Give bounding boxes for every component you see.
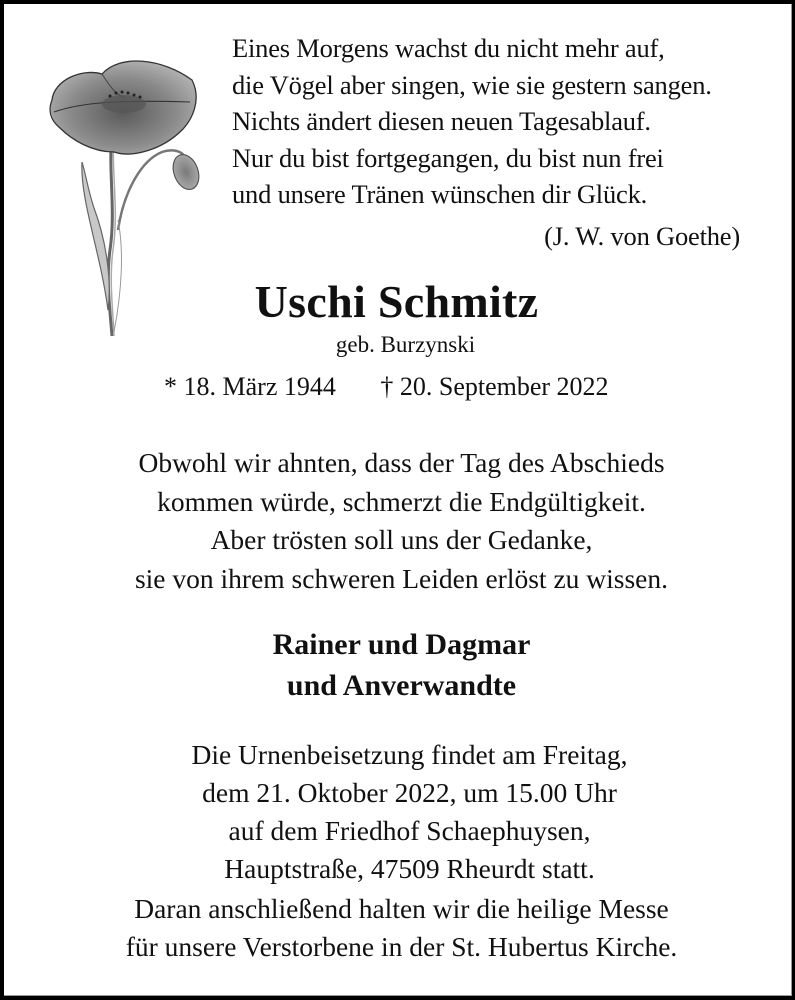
mourners — [4, 624, 795, 706]
death-date: † 20. September 2022 — [380, 372, 609, 401]
mourners-line: Rainer und Dagmar — [272, 628, 531, 661]
mass-line: für unsere Verstorbene in der St. Hubertus Kirche. — [125, 931, 678, 962]
deceased-name — [4, 275, 795, 328]
consolation-line: Obwohl wir ahnten, dass der Tag des Abschieds — [138, 447, 665, 478]
consolation-line: kommen würde, schmerzt die Endgültigkeit. — [157, 485, 646, 517]
service-info — [12, 736, 795, 888]
consolation-line: Aber trösten soll uns der Gedanke, — [210, 524, 593, 555]
maiden-name: geb. Burzynski — [335, 332, 476, 357]
service-line: Hauptstraße, 47509 Rheurdt statt. — [224, 853, 595, 884]
consolation-text — [4, 444, 795, 598]
life-dates — [164, 372, 609, 402]
service-line: Die Urnenbeisetzung findet am Freitag, — [191, 739, 628, 770]
poem — [232, 30, 772, 254]
poem-author: (J. W. von Goethe) — [544, 220, 740, 251]
mourners-line: und Anverwandte — [286, 669, 517, 702]
poem-line: und unsere Tränen wünschen dir Glück. — [232, 179, 648, 209]
birth-date: * 18. März 1944 — [164, 372, 336, 401]
obituary-notice — [4, 4, 792, 996]
service-line: auf dem Friedhof Schaephuysen, — [228, 815, 591, 846]
mass-line: Daran anschließend halten wir die heilige Messe — [134, 893, 669, 924]
poem-line: Eines Morgens wachst du nicht mehr auf, — [232, 33, 665, 63]
poem-line: die Vögel aber singen, wie sie gestern sangen. — [232, 69, 712, 100]
mass-info — [4, 890, 795, 966]
poem-line: Nichts ändert diesen neuen Tagesablauf. — [232, 106, 651, 136]
deceased-name-text: Uschi Schmitz — [254, 276, 539, 327]
poem-line: Nur du bist fortgegangen, du bist nun frei — [232, 142, 664, 173]
service-line: dem 21. Oktober 2022, um 15.00 Uhr — [202, 777, 617, 808]
consolation-line: sie von ihrem schweren Leiden erlöst zu wissen. — [134, 562, 669, 594]
